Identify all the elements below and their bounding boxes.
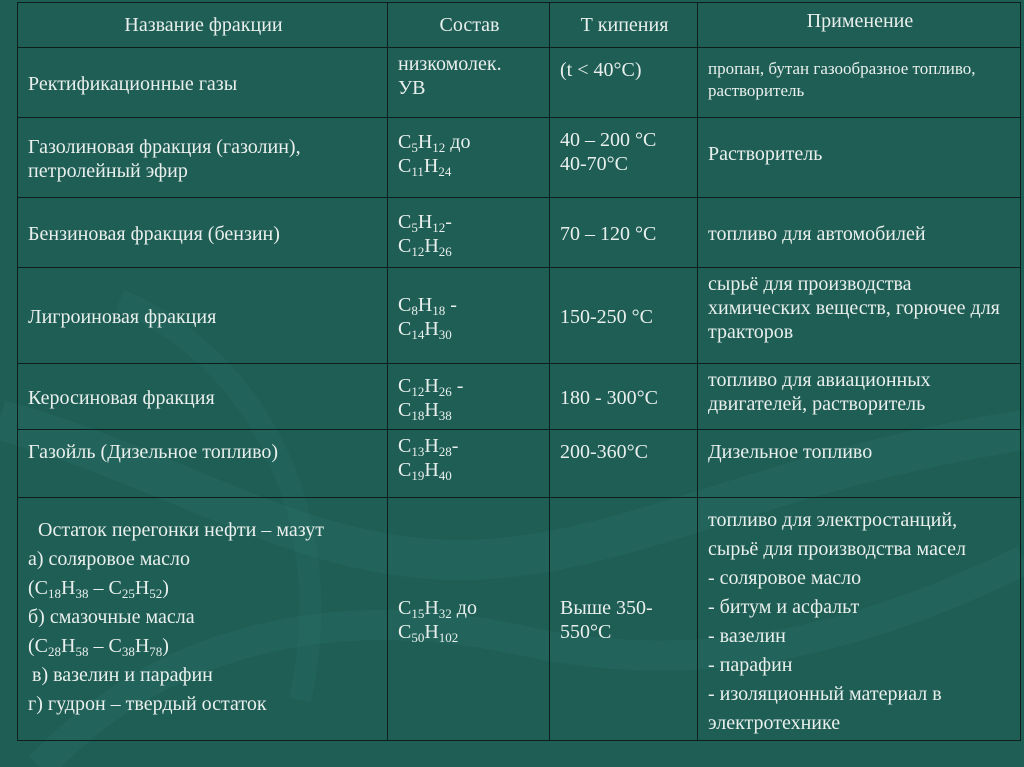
composition-line: УВ bbox=[398, 77, 426, 99]
residue-item-c: в) вазелин и парафин bbox=[32, 664, 213, 686]
residue-usage-intro: топливо для электростанций, сырьё для производства масел bbox=[708, 509, 966, 560]
header-usage: Применение bbox=[698, 3, 1021, 48]
header-row bbox=[18, 3, 1021, 48]
list-item: - соляровое масло bbox=[708, 567, 862, 589]
fraction-composition: $С_8Н_{18}$ - $С_{14}Н_{30}$ bbox=[388, 268, 550, 364]
fraction-boiling: 150-250 °С bbox=[550, 268, 698, 364]
residue-item-a: а) соляровое масло bbox=[28, 548, 191, 570]
fraction-usage: топливо для автомобилей bbox=[698, 198, 1021, 268]
table-row-residue bbox=[18, 498, 1021, 741]
fraction-usage: Растворитель bbox=[698, 118, 1021, 198]
header-composition: Состав bbox=[388, 3, 550, 48]
fraction-boiling: 40 – 200 °С 40-70°С bbox=[550, 118, 698, 198]
residue-title: Остаток перегонки нефти – мазут bbox=[38, 519, 324, 541]
fraction-boiling: 200-360°С bbox=[550, 430, 698, 498]
list-item: - битум и асфальт bbox=[708, 596, 860, 618]
table-row bbox=[18, 268, 1021, 364]
fraction-composition: $С_5Н_{12}$ до $С_{11}Н_{24}$ bbox=[388, 118, 550, 198]
fraction-usage: топливо для авиационных двигателей, растворитель bbox=[698, 364, 1021, 430]
header-name: Название фракции bbox=[18, 3, 388, 48]
residue-usage bbox=[698, 498, 1021, 741]
residue-formula-b: $(С_{28}Н_{58} - С_{38}Н_{78})$ bbox=[28, 635, 169, 659]
residue-formula-a: $(С_{18}Н_{38} - С_{25}Н_{52})$ bbox=[28, 577, 169, 601]
list-item: - вазелин bbox=[708, 625, 786, 647]
residue-composition: $С_{15}Н_{32}$ до $С_{50}Н_{102}$ bbox=[388, 498, 550, 741]
table-row bbox=[18, 118, 1021, 198]
list-item: - изоляционный материал в электротехнике bbox=[708, 683, 942, 734]
residue-boiling: Выше 350- 550°С bbox=[550, 498, 698, 741]
fraction-name: Газойль (Дизельное топливо) bbox=[18, 430, 388, 498]
fraction-composition: $С_{12}Н_{26}$ - $С_{18}Н_{38}$ bbox=[388, 364, 550, 430]
fraction-name: Керосиновая фракция bbox=[18, 364, 388, 430]
fraction-name: Ректификационные газы bbox=[18, 48, 388, 118]
fraction-usage: сырьё для производства химических веществ, горючее для тракторов bbox=[698, 268, 1021, 364]
fraction-name: Бензиновая фракция (бензин) bbox=[18, 198, 388, 268]
residue-item-b: б) смазочные масла bbox=[28, 606, 195, 628]
fraction-usage: пропан, бутан газообразное топливо, растворитель bbox=[698, 48, 1021, 118]
header-boiling: Т кипения bbox=[550, 3, 698, 48]
fraction-composition: $С_5Н_{12}-$ $С_{12}Н_{26}$ bbox=[388, 198, 550, 268]
composition-line: низкомолек. bbox=[398, 53, 502, 75]
table-row bbox=[18, 198, 1021, 268]
residue-item-d: г) гудрон – твердый остаток bbox=[28, 693, 267, 715]
table-row bbox=[18, 48, 1021, 118]
residue-name bbox=[18, 498, 388, 741]
fraction-name: Лигроиновая фракция bbox=[18, 268, 388, 364]
fraction-boiling: 180 - 300°С bbox=[550, 364, 698, 430]
fraction-composition: $С_{13}Н_{28}-$ $С_{19}Н_{40}$ bbox=[388, 430, 550, 498]
table-row bbox=[18, 430, 1021, 498]
fraction-boiling: (t < 40°С) bbox=[550, 48, 698, 118]
fraction-name: Газолиновая фракция (газолин), петролейный эфир bbox=[18, 118, 388, 198]
fraction-usage: Дизельное топливо bbox=[698, 430, 1021, 498]
fraction-boiling: 70 – 120 °С bbox=[550, 198, 698, 268]
list-item: - парафин bbox=[708, 654, 793, 676]
table-row bbox=[18, 364, 1021, 430]
fraction-composition bbox=[388, 48, 550, 118]
fractions-table bbox=[17, 2, 1021, 741]
